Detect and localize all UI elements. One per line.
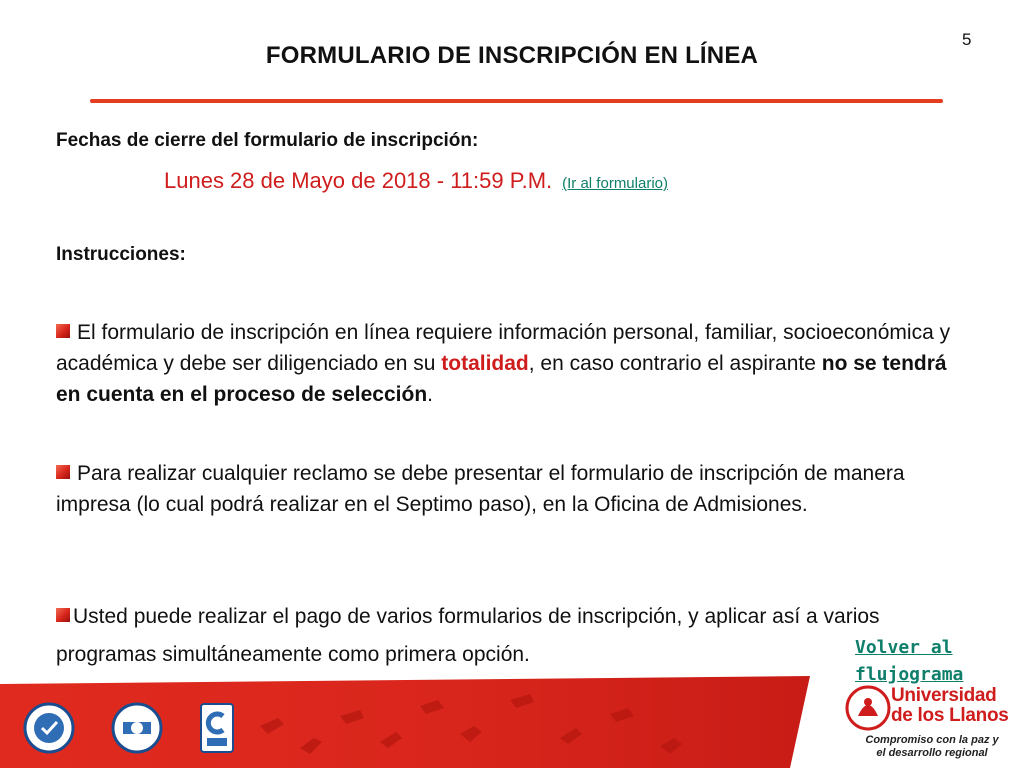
p2-text: Para realizar cualquier reclamo se debe presentar el formulario de inscripción de manera impresa (lo cual podrá realizar en el Septimo paso), en la Oficina de Admisiones. — [56, 462, 905, 516]
p1-emphasis-bold: no se tendrá en cuenta en el proceso de selección — [56, 352, 947, 406]
instruction-paragraph-2 — [56, 458, 976, 520]
closing-dates-heading: Fechas de cierre del formulario de inscripción: — [56, 130, 479, 151]
instruction-paragraph-3 — [56, 598, 926, 674]
university-motto — [857, 734, 1007, 760]
back-link-line-2: flujograma — [855, 664, 964, 685]
certification-badge-iqnet — [110, 700, 164, 756]
university-name-line-2: de los Llanos — [891, 705, 1009, 726]
instruction-paragraph-1 — [56, 317, 976, 410]
motto-line-1: Compromiso con la paz y — [865, 734, 999, 746]
bullet-icon — [56, 324, 70, 338]
go-to-form-link[interactable]: (Ir al formulario) — [562, 175, 668, 192]
certification-badge-iso — [190, 700, 244, 756]
bullet-icon — [56, 465, 70, 479]
university-name-line-1: Universidad — [891, 685, 997, 706]
p1-text-2: , en caso contrario el aspirante — [528, 352, 822, 375]
title-divider — [90, 99, 943, 103]
university-logo — [845, 684, 1020, 768]
page-title: FORMULARIO DE INSCRIPCIÓN EN LÍNEA — [265, 42, 759, 69]
p3-text: Usted puede realizar el pago de varios formularios de inscripción, y aplicar así a varios programas simultáneamente como primera opción. — [56, 605, 880, 666]
p1-emphasis-red: totalidad — [441, 352, 529, 375]
motto-line-2: el desarrollo regional — [876, 747, 988, 759]
bullet-icon — [56, 608, 70, 622]
closing-date-line — [164, 168, 668, 194]
p1-text-1: El formulario de inscripción en línea requiere información personal, familiar, socioeconómica y académica y debe ser diligenciado en su — [56, 321, 951, 375]
university-name — [891, 686, 1009, 726]
closing-date: Lunes 28 de Mayo de 2018 - 11:59 P.M. — [164, 168, 553, 193]
instructions-heading: Instrucciones: — [56, 244, 186, 265]
slide-number: 5 — [962, 30, 972, 49]
certification-badge-icontec — [22, 700, 76, 756]
p1-text-3: . — [427, 383, 433, 406]
back-link-line-1: Volver al — [855, 637, 953, 658]
university-seal-icon — [845, 684, 891, 732]
